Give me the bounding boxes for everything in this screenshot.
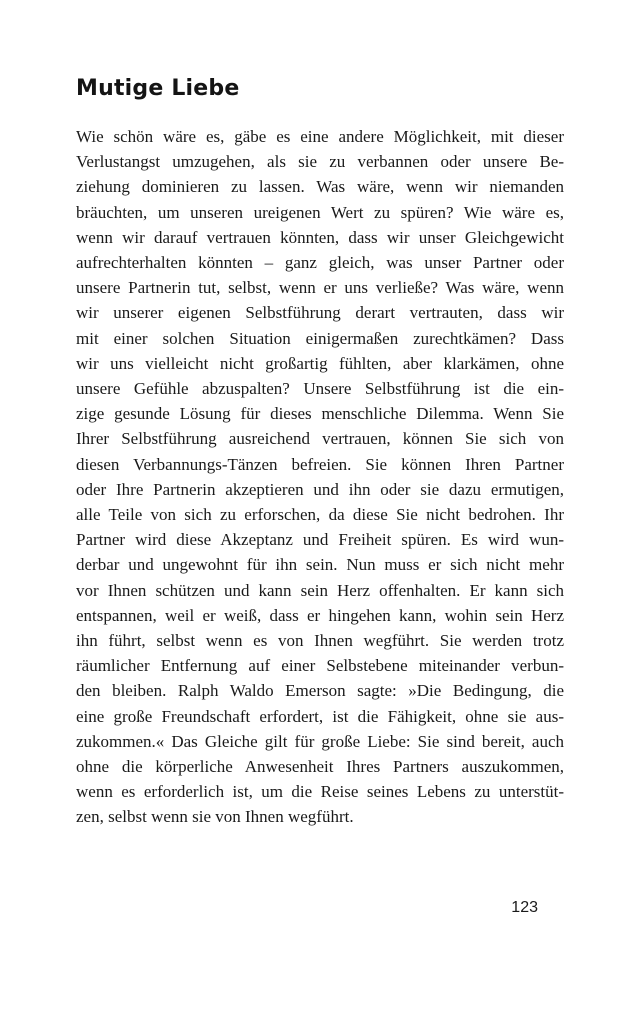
text-line: diesen Verbannungs-Tänzen befreien. Sie können Ihren Partner [76,454,564,474]
text-line: ziehung dominieren zu lassen. Was wäre, wenn wir niemanden [76,177,564,197]
text-line: zen, selbst wenn sie von Ihnen wegführt. [76,807,354,827]
text-line: ihn führt, selbst wenn es von Ihnen wegführt. Sie werden trotz [76,631,564,651]
text-line: wir unserer eigenen Selbstführung derart vertrauten, dass wir [76,303,564,323]
text-line: wenn wir darauf vertrauen könnten, dass wir unser Gleichgewicht [76,227,564,247]
text-line: mit einer solchen Situation einigermaßen zurechtkämen? Dass [76,328,564,348]
text-line: den bleiben. Ralph Waldo Emerson sagte: »Die Bedingung, die [76,681,564,701]
section-heading: Mutige Liebe [76,76,240,101]
text-line: Verlustangst umzugehen, als sie zu verbannen oder unsere Be- [76,152,564,172]
text-line: unsere Gefühle abzuspalten? Unsere Selbstführung ist die ein- [76,379,564,399]
text-line: Wie schön wäre es, gäbe es eine andere Möglichkeit, mit dieser [76,127,564,146]
text-line: entspannen, weil er weiß, dass er hingehen kann, wohin sein Herz [76,605,564,625]
text-line: wenn es erforderlich ist, um die Reise seines Lebens zu unterstüt- [76,782,564,802]
text-line: vor Ihnen schützen und kann sein Herz offenhalten. Er kann sich [76,580,564,600]
text-line: wir uns vielleicht nicht großartig fühlten, aber klarkämen, ohne [76,353,564,373]
text-line: ohne die körperliche Anwesenheit Ihres Partners auszukommen, [76,757,564,777]
text-line: Partner wird diese Akzeptanz und Freiheit spüren. Es wird wun- [76,530,564,550]
text-line: derbar und ungewohnt für ihn sein. Nun muss er sich nicht mehr [76,555,564,575]
text-line: unsere Partnerin tut, selbst, wenn er uns verließe? Was wäre, wenn [76,278,564,298]
text-line: zige gesunde Lösung für dieses menschliche Dilemma. Wenn Sie [76,404,564,424]
page-number: 123 [511,899,538,916]
text-line: Ihrer Selbstführung ausreichend vertrauen, können Sie sich von [76,429,564,449]
text-line: aufrechterhalten könnten – ganz gleich, was unser Partner oder [76,253,564,273]
text-line: zukommen.« Das Gleiche gilt für große Liebe: Sie sind bereit, auch [76,731,564,751]
body-paragraph [76,124,564,830]
text-line: alle Teile von sich zu erforschen, da diese Sie nicht bedrohen. Ihr [76,505,564,525]
text-line: bräuchten, um unseren ureigenen Wert zu spüren? Wie wäre es, [76,202,564,222]
text-line: oder Ihre Partnerin akzeptieren und ihn oder sie dazu ermutigen, [76,479,564,499]
text-line: eine große Freundschaft erfordert, ist die Fähigkeit, ohne sie aus- [76,706,564,726]
text-line: räumlicher Entfernung auf einer Selbstebene miteinander verbun- [76,656,564,676]
